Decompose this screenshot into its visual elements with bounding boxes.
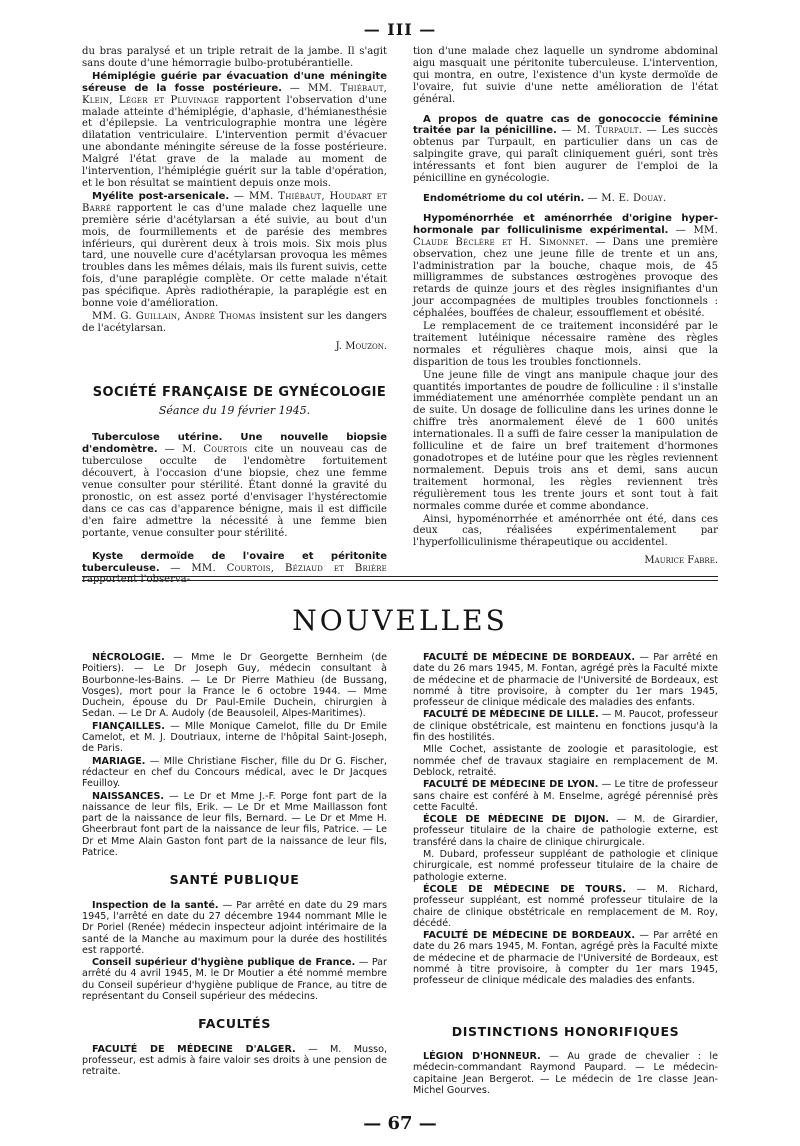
news-heading: FACULTÉ DE MÉDECINE DE BORDEAUX. (423, 930, 635, 942)
top-right-column (413, 46, 718, 567)
article-text: insistent sur les dangers de l'acétylarsan. (82, 310, 387, 334)
news-item (413, 779, 718, 813)
news-heading: MARIAGE. (92, 755, 146, 767)
article-heading: Kyste dermoïde de l'ovaire et péritonite tuberculeuse. (82, 550, 387, 574)
article-hemiplegie (82, 71, 387, 190)
paragraph: Ainsi, hypoménorrhée et aménorrhée ont été, dans ces deux cas, réalisées expérimentalement par l'hyperfolliculinisme thérapeutique ou accidentel. (413, 513, 718, 549)
distinctions-title: DISTINCTIONS HONORIFIQUES (451, 1023, 680, 1039)
article-text: rapportent l'observation d'une malade atteinte d'hémiplégie, d'aphasie, d'hémianesthésie et d'épilepsie. La ventriculographie montra une légère dilatation ventriculaire. L'intervention permit d'évacuer une abondante méningite séreuse de la fosse postérieure. Malgré l'état grave de la malade au moment de l'intervention, l'hémiplégie guérit sur la table d'opération, et le bon résultat se maintient depuis onze mois. (82, 94, 387, 189)
article-authors: — M. E. Douay. (587, 192, 667, 204)
news-item (82, 957, 387, 1002)
news-text: — Au grade de chevalier : le médecin-commandant Raymond Paupard. — Le médecin-capitaine Jean Bergerot. — Le médecin de 1re classe Jean-Michel Gourves. (413, 1050, 718, 1096)
paragraph: Le remplacement de ce traitement inconsidéré par le traitement lutéinique nécessaire ramène des règles normales et régulières chaque mois, ainsi que la disparition de tous les troubles fonctionnels. (413, 321, 718, 368)
news-heading: FACULTÉ DE MÉDECINE DE BORDEAUX. (423, 652, 635, 663)
article-tuberculose (82, 432, 387, 539)
article-heading: A propos de quatre cas de gonococcie féminine traitée par la pénicilline. (413, 113, 718, 137)
article-authors: — MM. Courtois, Béziaud et Brière (170, 562, 387, 574)
news-item (413, 652, 718, 708)
news-item (82, 756, 387, 790)
article-authors: — M. Turpault. (561, 125, 642, 137)
top-left-column (82, 46, 387, 587)
news-paragraph: M. Dubard, professeur suppléant de pathologie et clinique chirurgicale, est nommé professeur titulaire de la chaire de pathologie externe. (413, 849, 718, 883)
news-item (82, 721, 387, 755)
news-text: — M. Richard, professeur suppléant, est nommé professeur titulaire de la chaire de clinique obstétricale en remplacement de M. Roy, décédé. (413, 883, 718, 929)
news-item (82, 1044, 387, 1078)
news-text: — Par arrêté du 4 avril 1945, M. le Dr Moutier a été nommé membre du Conseil supérieur d'hygiène publique de France, au titre de représentant du Conseil supérieur des médecins. (82, 957, 387, 1003)
news-text: — Par arrêté en date du 26 mars 1945, M. Fontan, agrégé près la Faculté mixte de médecine et de pharmacie de l'Université de Bordeaux, est nommé à titre provisoire, à compter du 1er mars 1945, professeur de clinique médicale des maladies des enfants. (413, 652, 718, 709)
news-heading: Conseil supérieur d'hygiène publique de France. (92, 957, 356, 969)
news-text: — Mlle Monique Camelot, fille du Dr Emile Camelot, et M. J. Doutriaux, interne de l'hôpital Saint-Joseph, de Paris. (82, 720, 387, 755)
article-heading: Hémiplégie guérie par évacuation d'une méningite séreuse de la fosse postérieure. (82, 70, 387, 94)
news-item (82, 652, 387, 720)
article-gonococcie (413, 114, 718, 185)
article-authors: — M. Courtois (164, 444, 248, 456)
seance-date: Séance du 19 février 1945. (158, 403, 311, 417)
news-text: — Par arrêté en date du 26 mars 1945, M. Fontan, agrégé près la Faculté mixte de médecine et de pharmacie de l'Université de Bordeaux, est nommé à titre provisoire, à compter du 1er mars 1945, professeur de clinique médicale des maladies des enfants. (413, 930, 718, 987)
news-item (82, 791, 387, 859)
news-heading: ÉCOLE DE MÉDECINE DE TOURS. (423, 883, 626, 895)
section-divider (82, 576, 718, 577)
news-heading: FIANÇAILLES. (92, 720, 165, 732)
article-text: — Dans une première observation, chez une jeune fille de trente et un ans, l'administration par la bouche, chaque mois, de 45 milligrammes de substances œstrogènes provoque des retards de quinze jours et des règles insignifiantes d'un jour accompagnées de multiples troubles fonctionnels : céphalées, bouffées de chaleur, essoufflement et obésité. (413, 236, 718, 320)
news-text: — M. Musso, professeur, est admis à faire valoir ses droits à une pension de retraite. (82, 1043, 387, 1078)
news-text: — Par arrêté en date du 29 mars 1945, l'arrêté en date du 27 décembre 1944 nommant Mlle le Dr Poriel (Renée) médecin inspecteur adjoint intérimaire de la santé de la Manche au maximum pour la durée des hostilités est rapporté. (82, 899, 388, 956)
nouvelles-right-column (413, 652, 718, 1097)
article-heading: Endométriome du col utérin. (423, 192, 585, 204)
article-authors: — MM. Thiébaut, Klein, Léger et Pluvinage (82, 82, 388, 106)
article-heading: Tuberculose utérine. Une nouvelle biopsie d'endomètre. (82, 432, 387, 456)
news-heading: Inspection de la santé. (92, 899, 219, 911)
news-item (413, 1051, 718, 1096)
news-heading: NÉCROLOGIE. (92, 652, 165, 663)
page-header-number: — III — (363, 20, 437, 39)
news-item (82, 900, 387, 956)
article-note (82, 311, 387, 335)
page-footer-number: — 67 — (363, 1113, 437, 1134)
article-text: rapportent l'observa- (82, 574, 191, 586)
news-text: — M. de Girardier, professeur titulaire de la chaire de pathologie externe, est transféré dans la chaire de clinique chirurgicale. (413, 814, 718, 848)
article-authors: MM. G. Guillain, André Thomas (92, 310, 256, 322)
news-heading: LÉGION D'HONNEUR. (423, 1050, 541, 1062)
news-heading: NAISSANCES. (92, 790, 165, 802)
article-text: cite un nouveau cas de tuberculose occulte de l'endomètre fortuitement découvert, à l'occasion d'une biopsie, chez une femme venue consulter pour stérilité. Étant donné la gravité du pronostic, on est assez porté d'envisager l'hystérectomie dans ce cas cas d'apparence bénigne, mais il est difficile d'en faire admettre la nécessité à une femme bien portante, venue consulter pour stérilité. (82, 444, 387, 539)
article-authors: — MM. Thiébaut, Houdart et Barré (82, 190, 387, 214)
sante-publique-title: SANTÉ PUBLIQUE (169, 872, 300, 888)
news-text: — Mme le Dr Georgette Bernheim (de Poitiers). — Le Dr Joseph Guy, médecin consultant à Bourbonne-les-Bains. — Le Dr Pierre Mathieu (de Bussang, Vosges), mort pour la France le 6 octobre 1944. — Mme Duchein, épouse du Dr Paul-Emile Duchein, chirurgien à Sedan. — Le Dr A. Audoly (de Beausoleil, Alpes-Maritimes). (82, 652, 387, 720)
signature: Maurice Fabre. (644, 555, 718, 567)
news-text: — Mlle Christiane Fischer, fille du Dr G. Fischer, rédacteur en chef du Concours médical, avec le Dr Jacques Feuilloy. (82, 755, 387, 790)
article-text: — Les succès obtenus par Turpault, en particulier dans un cas de salpingite grave, qui paraît cliniquement guéri, sont très intéressants et font bien augurer de l'emploi de la pénicilline en gynécologie. (413, 125, 718, 185)
paragraph: Une jeune fille de vingt ans manipule chaque jour des quantités importantes de poudre de folliculine : il s'installe immédiatement une aménorrhée complète pendant un an de suite. Un dosage de folliculine dans les urines donne le chiffre très anormalement élevé de 1 600 unités internationales. Il a suffi de faire cesser la manipulation de folliculine et de faire un bref traitement d'hormones gonadotropes et de lutéine pour que les règles reviennent normalement. Depuis trois ans et demi, sans aucun traitement hormonal, les règles reviennent très régulièrement tous les trente jours et sont tout à fait normales comme durée et comme abondance. (413, 369, 718, 512)
article-heading: Hypoménorrhée et aménorrhée d'origine hyper-hormonale par folliculinisme expérimental. (413, 212, 718, 236)
article-endometriome (413, 193, 718, 205)
signature: J. Mouzon. (335, 340, 387, 352)
section-divider (82, 580, 718, 581)
article-myelite (82, 191, 387, 310)
facultes-title: FACULTÉS (198, 1016, 271, 1032)
news-heading: ÉCOLE DE MÉDECINE DE DIJON. (423, 814, 610, 826)
article-heading: Myélite post-arsenicale. (92, 190, 230, 202)
news-heading: FACULTÉ DE MÉDECINE DE LYON. (423, 779, 599, 791)
paragraph: tion d'une malade chez laquelle un syndrome abdominal aigu masquait une péritonite tuberculeuse. L'intervention, qui montra, en outre, l'existence d'un kyste dermoïde de l'ovaire, fut suivie d'une nette amélioration de l'état général. (413, 46, 718, 105)
news-item (413, 814, 718, 848)
nouvelles-title: NOUVELLES (292, 604, 508, 637)
news-paragraph: Mlle Cochet, assistante de zoologie et parasitologie, est nommée chef de travaux stagiaire en remplacement de M. Deblock, retraité. (413, 744, 718, 778)
news-heading: FACULTÉ DE MÉDECINE D'ALGER. (92, 1043, 296, 1055)
section-title: SOCIÉTÉ FRANÇAISE DE GYNÉCOLOGIE (92, 384, 387, 400)
nouvelles-left-column (82, 652, 387, 1079)
news-heading: FACULTÉ DE MÉDECINE DE LILLE. (423, 709, 599, 721)
news-item (413, 709, 718, 743)
news-text: — Le Dr et Mme J.-F. Porge font part de la naissance de leur fils, Erik. — Le Dr et Mme Maillasson font part de la naissance de leur fils, Bernard. — Le Dr et Mme H. Gheerbraut font part de la naissance de leur fils, Patrice. — Le Dr et Mme Alain Gaston font part de la naissance de leur fils, Patrice. (82, 790, 387, 859)
news-item (413, 930, 718, 986)
news-text: — Le titre de professeur sans chaire est conféré à M. Enselme, agrégé pérennisé près cette Faculté. (413, 779, 718, 813)
article-authors: — MM. Claude Béclère et H. Simonnet. (413, 224, 718, 248)
paragraph: du bras paralysé et un triple retrait de la jambe. Il s'agit sans doute d'une hémorragie bulbo-protubérantielle. (82, 46, 387, 69)
article-hypomenorrhee (413, 213, 718, 320)
news-item (413, 884, 718, 929)
news-text: — M. Paucot, professeur de clinique obstétricale, est maintenu en fonctions jusqu'à la fin des hostilités. (413, 709, 718, 744)
article-text: rapportent le cas d'une malade chez laquelle une première série d'acétylarsan a été suivie, au bout d'un mois, de fourmillements et de parésie des membres inférieurs, qui durèrent deux à trois mois. Six mois plus tard, une nouvelle cure d'acétylarsan provoqua les mêmes troubles dans les mêmes délais, mais ils furent suivis, cette fois, d'une paraplégie complète. Or cette malade n'était pas spécifique. Après radiothérapie, la paraplégie est en bonne voie d'amélioration. (82, 202, 387, 310)
